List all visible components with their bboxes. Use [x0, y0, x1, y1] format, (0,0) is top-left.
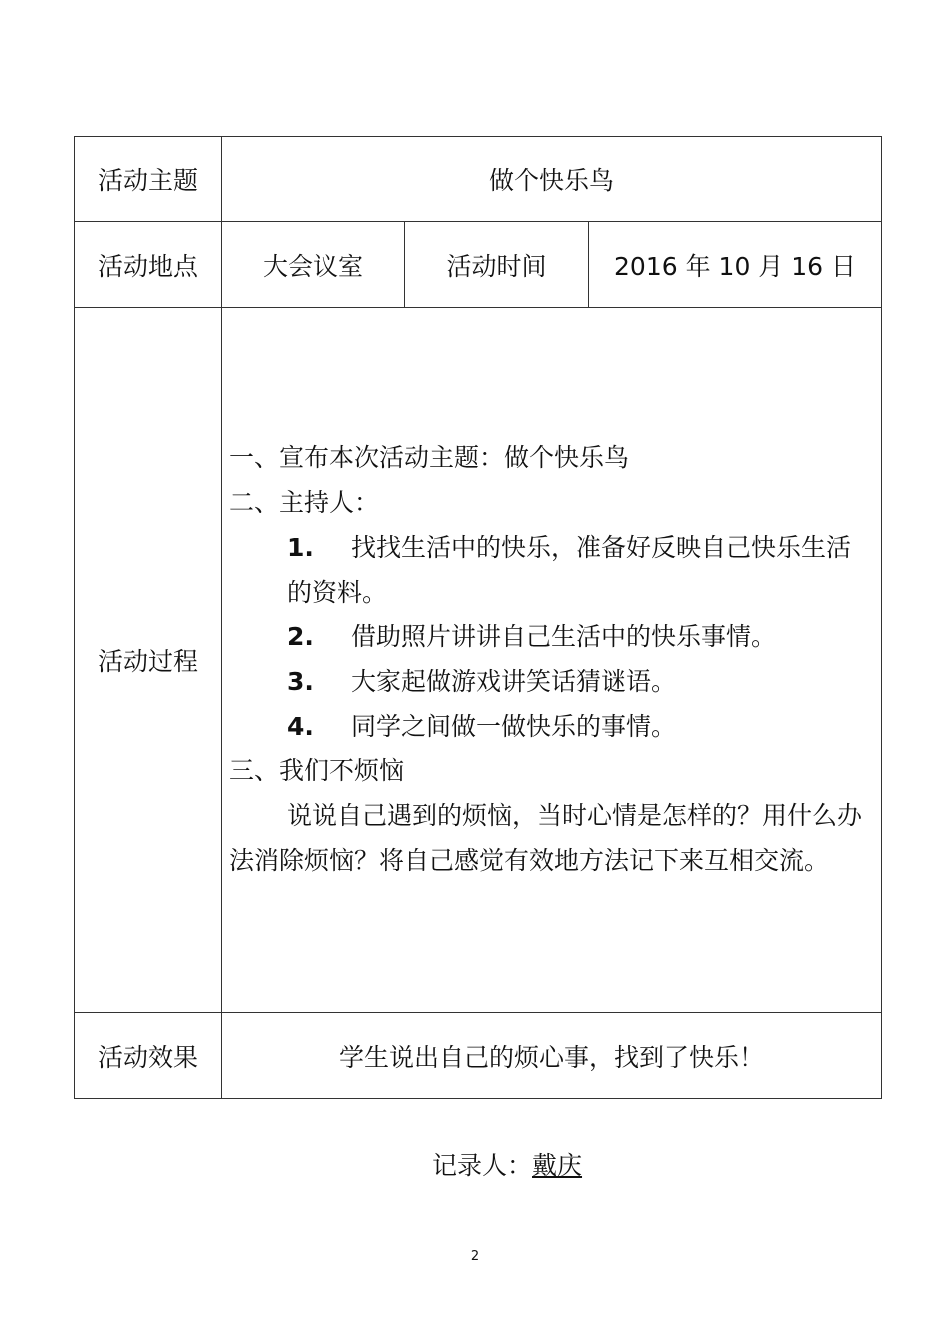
process-item [229, 705, 869, 750]
process-item [229, 615, 869, 660]
recorder-name: 戴庆 [532, 1151, 583, 1180]
effect-label: 活动效果 [75, 1013, 222, 1099]
process-row [75, 308, 882, 1013]
effect-row [75, 1013, 882, 1099]
recorder-label: 记录人： [432, 1151, 533, 1180]
process-line-2: 二、主持人： [229, 488, 380, 518]
theme-value: 做个快乐鸟 [222, 137, 882, 222]
process-paragraph: 说说自己遇到的烦恼，当时心情是怎样的？用什么办法消除烦恼？将自己感觉有效地方法记下来互相交流。 [229, 801, 863, 875]
theme-label: 活动主题 [75, 137, 222, 222]
activity-record-table [74, 136, 882, 1099]
process-item [229, 660, 869, 705]
item-text: 同学之间做一做快乐的事情。 [351, 711, 677, 741]
page-number: 2 [470, 1249, 480, 1264]
place-value: 大会议室 [222, 222, 405, 308]
place-time-row [75, 222, 882, 308]
item-number: 4. [287, 711, 314, 741]
item-text: 借助照片讲讲自己生活中的快乐事情。 [351, 622, 777, 652]
item-text: 找找生活中的快乐，准备好反映自己快乐生活的资料。 [287, 532, 852, 607]
process-line-3: 三、我们不烦恼 [229, 756, 405, 786]
time-value: 2016 年 10 月 16 日 [589, 222, 882, 308]
process-content [222, 308, 882, 1013]
process-line-1: 一、宣布本次活动主题：做个快乐鸟 [229, 443, 630, 473]
item-number: 1. [287, 532, 314, 562]
process-label: 活动过程 [75, 308, 222, 1013]
place-label: 活动地点 [75, 222, 222, 308]
effect-value: 学生说出自己的烦心事，找到了快乐！ [222, 1013, 882, 1099]
item-number: 2. [287, 622, 314, 652]
theme-row [75, 137, 882, 222]
recorder-line [432, 1146, 582, 1182]
time-label: 活动时间 [405, 222, 589, 308]
process-item [229, 526, 869, 615]
item-text: 大家起做游戏讲笑话猜谜语。 [351, 667, 677, 696]
item-number: 3. [287, 667, 314, 696]
